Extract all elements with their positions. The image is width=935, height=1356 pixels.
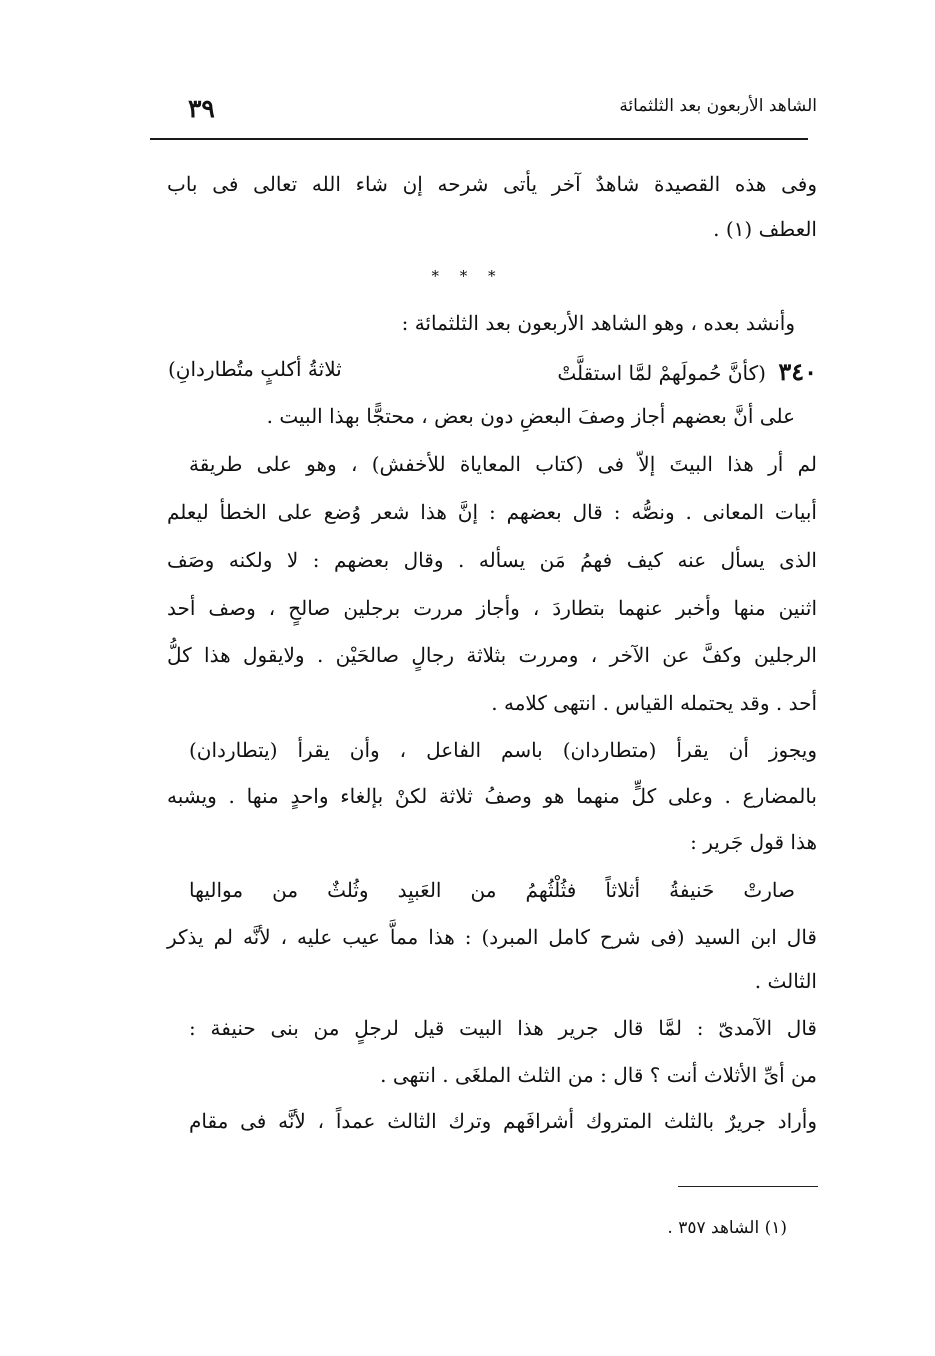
footnote: (١) الشاهد ٣٥٧ . <box>667 1218 787 1238</box>
text-line: الثالث . <box>754 969 817 993</box>
footnote-rule <box>678 1186 818 1187</box>
text-line: لم أر هذا البيتَ إلاّ فى (كتاب المعاياة للأخفش) ، وهو على طريقة <box>189 452 817 476</box>
text-line: أحد . وقد يحتمله القياس . انتهى كلامه . <box>491 691 817 715</box>
text-line: اثنين منها وأخبر عنهما بتطاردَ ، وأجاز مررت برجلين صالحٍ ، وصف أحد <box>167 596 817 620</box>
text-line: وأراد جريرٌ بالثلث المتروك أشرافَهم وترك الثالث عمداً ، لأنَّه فى مقام <box>189 1109 817 1133</box>
text-line: على أنَّ بعضهم أجاز وصفَ البعضِ دون بعض ، محتجًّا بهذا البيت . <box>266 404 795 428</box>
header-rule <box>150 138 808 140</box>
page-number: ٣٩ <box>188 94 215 123</box>
text-line: قال ابن السيد (فى شرح كامل المبرد) : هذا مماَّ عيب عليه ، لأنَّه لم يذكر <box>167 925 817 949</box>
intro-line: وأنشد بعده ، وهو الشاهد الأربعون بعد الثلثمائة : <box>401 311 795 335</box>
text-line: هذا قول جَرير : <box>690 830 817 854</box>
text-line: وفى هذه القصيدة شاهدٌ آخر يأتى شرحه إن شاء الله تعالى فى باب <box>167 172 817 196</box>
verse-first-text: (كأنَّ حُمولَهمْ لمَّا استقلَّتْ <box>557 361 766 385</box>
text-line: قال الآمدىّ : لمَّا قال جرير هذا البيت قيل لرجلٍ من بنى حنيفة : <box>189 1016 817 1040</box>
running-header-title: الشاهد الأربعون بعد الثلثمائة <box>619 96 817 116</box>
text-line: الرجلين وكفَّ عن الآخر ، ومررت بثلاثة رجالٍ صالحَيْن . ولايقول هذا كلُّ <box>167 643 817 667</box>
text-line: بالمضارع . وعلى كلٍّ منهما هو وصفُ ثلاثة لكنْ بإلغاء واحدٍ منها . ويشبه <box>167 784 817 808</box>
example-number: ٣٤٠ <box>778 357 817 386</box>
text-line: العطف (١) . <box>713 217 817 241</box>
text-line: من أىِّ الأثلاث أنت ؟ قال : من الثلث الملغَى . انتهى . <box>380 1063 817 1087</box>
verse-second-hemistich: ثلاثةُ أكلبٍ متُطاردانِ) <box>168 357 342 381</box>
verse-line: صارتْ حَنيفةُ أثلاثاً فثُلْثُهمُ من العَبيِد وثُلثٌ من مواليها <box>189 878 795 902</box>
text-line: الذى يسأل عنه كيف فهمُ مَن يسأله . وقال بعضهم : لا ولكنه وصَف <box>167 548 817 572</box>
section-separator: * * * <box>431 267 504 285</box>
text-line: ويجوز أن يقرأ (متطاردان) باسم الفاعل ، وأن يقرأ (يتطاردان) <box>189 738 817 762</box>
verse-first-hemistich <box>557 357 817 386</box>
text-line: أبيات المعانى . ونصُّه : قال بعضهم : إنَّ هذا شعر وُضع على الخطأ ليعلم <box>167 500 817 524</box>
